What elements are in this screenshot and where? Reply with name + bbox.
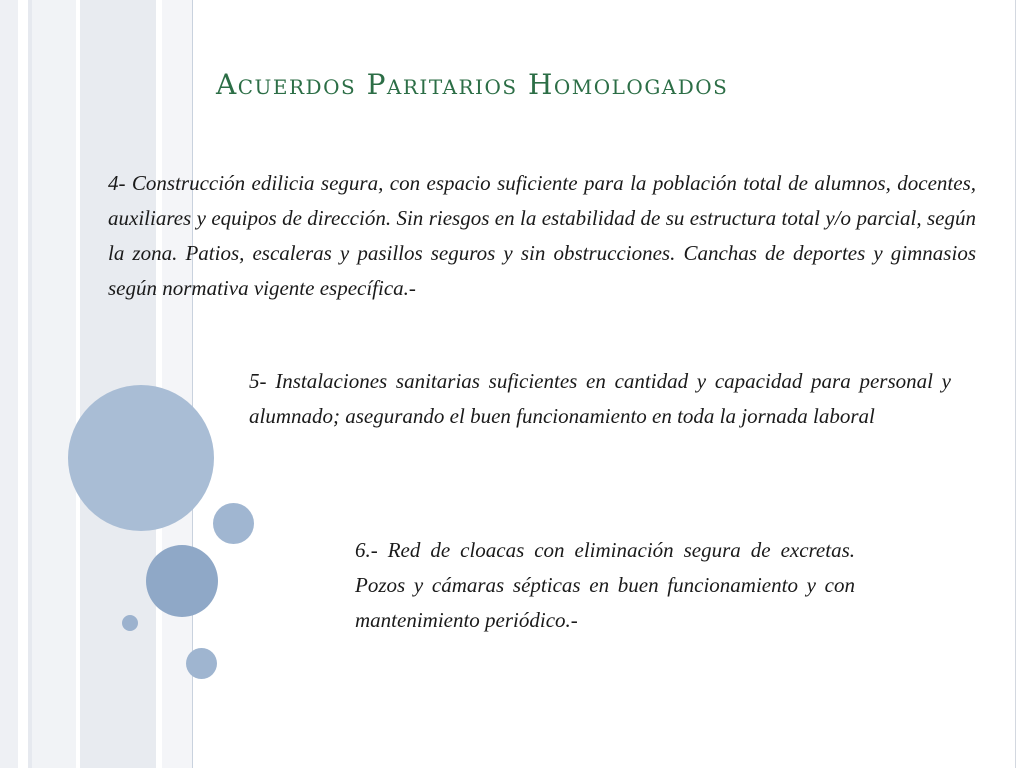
slide-title: Acuerdos Paritarios Homologados	[216, 68, 729, 101]
paragraph-item-5: 5- Instalaciones sanitarias suficientes en cantidad y capacidad para personal y alumnado; asegurando el buen funcionamiento en toda la jornada laboral	[249, 369, 951, 428]
paragraph-item-4: 4- Construcción edilicia segura, con espacio suficiente para la población total de alumnos, docentes, auxiliares y equipos de dirección. Sin riesgos en la estabilidad de su estructura total y/o parcial, según la zona. Patios, escaleras y pasillos seguros y sin obstrucciones. Canchas de deportes y gimnasios según normativa vigente específica.-	[108, 171, 976, 300]
decorative-circle-large	[68, 385, 214, 531]
decorative-circle-tiny	[122, 615, 138, 631]
decorative-stripe	[0, 0, 18, 768]
decorative-stripe	[80, 0, 156, 768]
decorative-circle-medium	[146, 545, 218, 617]
paragraph-item-6: 6.- Red de cloacas con eliminación segura de excretas. Pozos y cámaras sépticas en buen funcionamiento y con mantenimiento periódico.-	[355, 538, 855, 632]
decorative-circle-small	[213, 503, 254, 544]
decorative-stripe	[162, 0, 192, 768]
slide-frame-line	[1015, 0, 1016, 768]
decorative-circle-small	[186, 648, 217, 679]
decorative-stripe	[18, 0, 28, 768]
decorative-stripe	[32, 0, 76, 768]
